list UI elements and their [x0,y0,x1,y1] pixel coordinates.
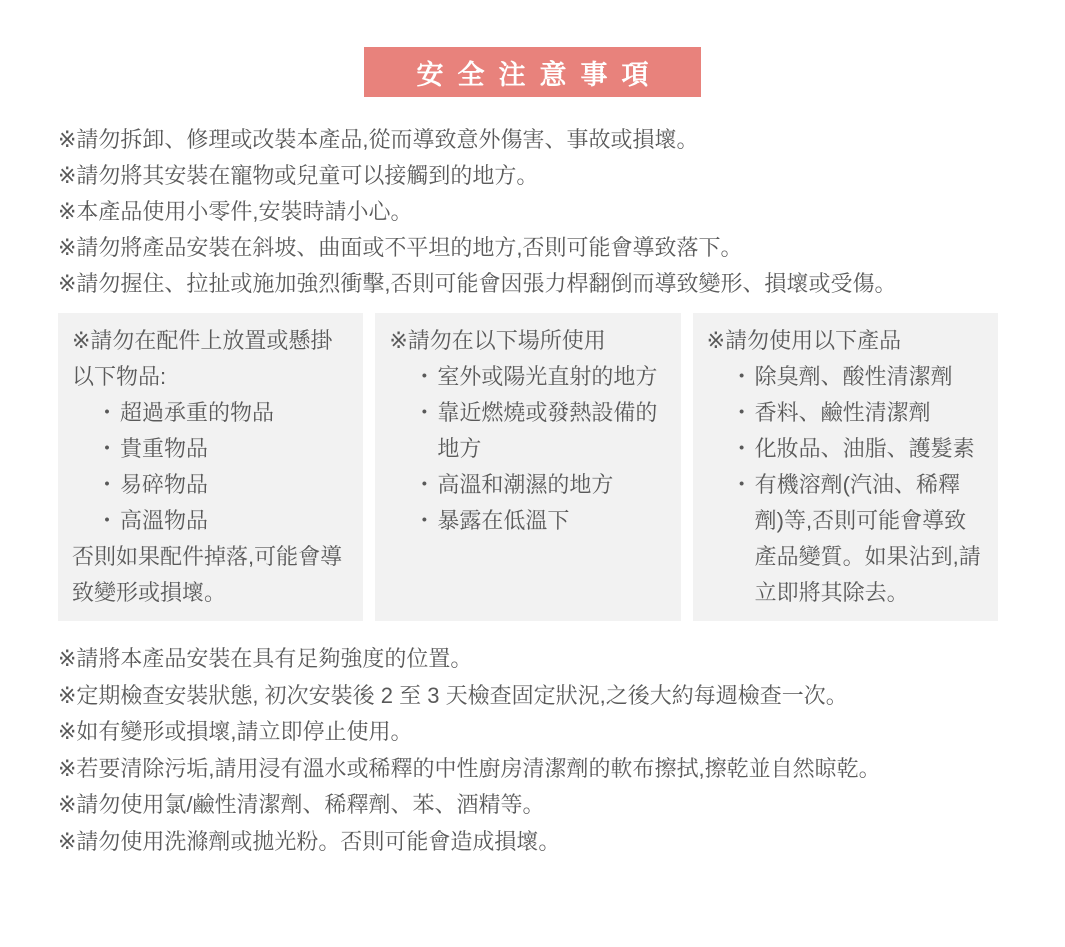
safety-note: ※請勿使用洗滌劑或拋光粉。否則可能會造成損壞。 [58,828,561,854]
safety-note: ※請勿使用氯/鹼性清潔劑、稀釋劑、苯、酒精等。 [58,792,545,817]
list-item [415,395,666,467]
list-item-label: 室外或陽光直射的地方 [437,364,658,389]
list-item [98,395,349,431]
bullet-dot-icon: ・ [730,436,753,461]
list-item [415,359,666,395]
list-item [98,431,349,467]
safety-note: ※如有變形或損壞,請立即停止使用。 [58,719,413,744]
section-title: 安全注意事項 [416,59,663,90]
bullet-dot-icon: ・ [96,472,119,497]
list-item-label: 化妝品、油脂、護髮素 [754,436,975,461]
safety-note: ※請勿將產品安裝在斜坡、曲面或不平坦的地方,否則可能會導致落下。 [58,235,743,260]
list-item-label: 高溫和潮濕的地方 [437,472,614,497]
bullet-dot-icon: ・ [413,400,436,425]
list-item-label: 有機溶劑(汽油、稀釋劑)等,否則可能會導致產品變質。如果沾到,請立即將其除去。 [754,472,981,605]
warning-box-list [72,395,349,539]
bullet-dot-icon: ・ [413,364,436,389]
safety-note: ※本產品使用小零件,安裝時請小心。 [58,199,413,224]
warning-box-header: ※請勿使用以下產品 [706,328,902,353]
list-item [730,431,984,467]
list-item-label: 香料、鹼性清潔劑 [754,400,931,425]
list-item-label: 易碎物品 [120,472,209,497]
warning-box-products [693,313,998,621]
safety-note: ※請勿將其安裝在寵物或兒童可以接觸到的地方。 [58,163,539,188]
list-item-label: 靠近燃燒或發熱設備的地方 [437,400,658,461]
safety-note: ※請將本產品安裝在具有足夠強度的位置。 [58,646,473,671]
safety-notice-content [58,122,998,860]
bullet-dot-icon: ・ [96,436,119,461]
list-item-label: 高溫物品 [120,508,209,533]
bottom-notes-list [58,641,998,860]
bullet-dot-icon: ・ [730,472,753,497]
warning-box-list [389,359,666,539]
list-item-label: 暴露在低溫下 [437,508,570,533]
bullet-dot-icon: ・ [730,364,753,389]
list-item [730,395,984,431]
warning-box-list [707,359,984,611]
warning-boxes-row [58,313,998,621]
safety-note: ※定期檢查安裝狀態, 初次安裝後 2 至 3 天檢查固定狀況,之後大約每週檢查一次。 [58,682,848,708]
bullet-dot-icon: ・ [96,508,119,533]
warning-box-attachments [58,313,363,621]
warning-box-locations [375,313,680,621]
bullet-dot-icon: ・ [413,472,436,497]
safety-note: ※請勿拆卸、修理或改裝本產品,從而導致意外傷害、事故或損壞。 [58,127,699,152]
list-item [730,467,984,611]
warning-box-header: ※請勿在以下場所使用 [389,328,606,353]
safety-note: ※請勿握住、拉扯或施加強烈衝擊,否則可能會因張力桿翻倒而導致變形、損壞或受傷。 [58,271,897,296]
warning-box-header: ※請勿在配件上放置或懸掛以下物品: [72,328,333,389]
bullet-dot-icon: ・ [96,400,119,425]
list-item [98,503,349,539]
top-notes-list [58,122,998,302]
safety-note: ※若要清除污垢,請用浸有溫水或稀釋的中性廚房清潔劑的軟布擦拭,擦乾並自然晾乾。 [58,755,881,781]
list-item [415,467,666,503]
list-item [415,503,666,539]
list-item-label: 除臭劑、酸性清潔劑 [754,364,953,389]
warning-box-footer: 否則如果配件掉落,可能會導致變形或損壞。 [72,544,343,605]
section-title-banner [364,47,701,97]
bullet-dot-icon: ・ [413,508,436,533]
list-item-label: 貴重物品 [120,436,209,461]
list-item-label: 超過承重的物品 [120,400,275,425]
list-item [730,359,984,395]
list-item [98,467,349,503]
bullet-dot-icon: ・ [730,400,753,425]
